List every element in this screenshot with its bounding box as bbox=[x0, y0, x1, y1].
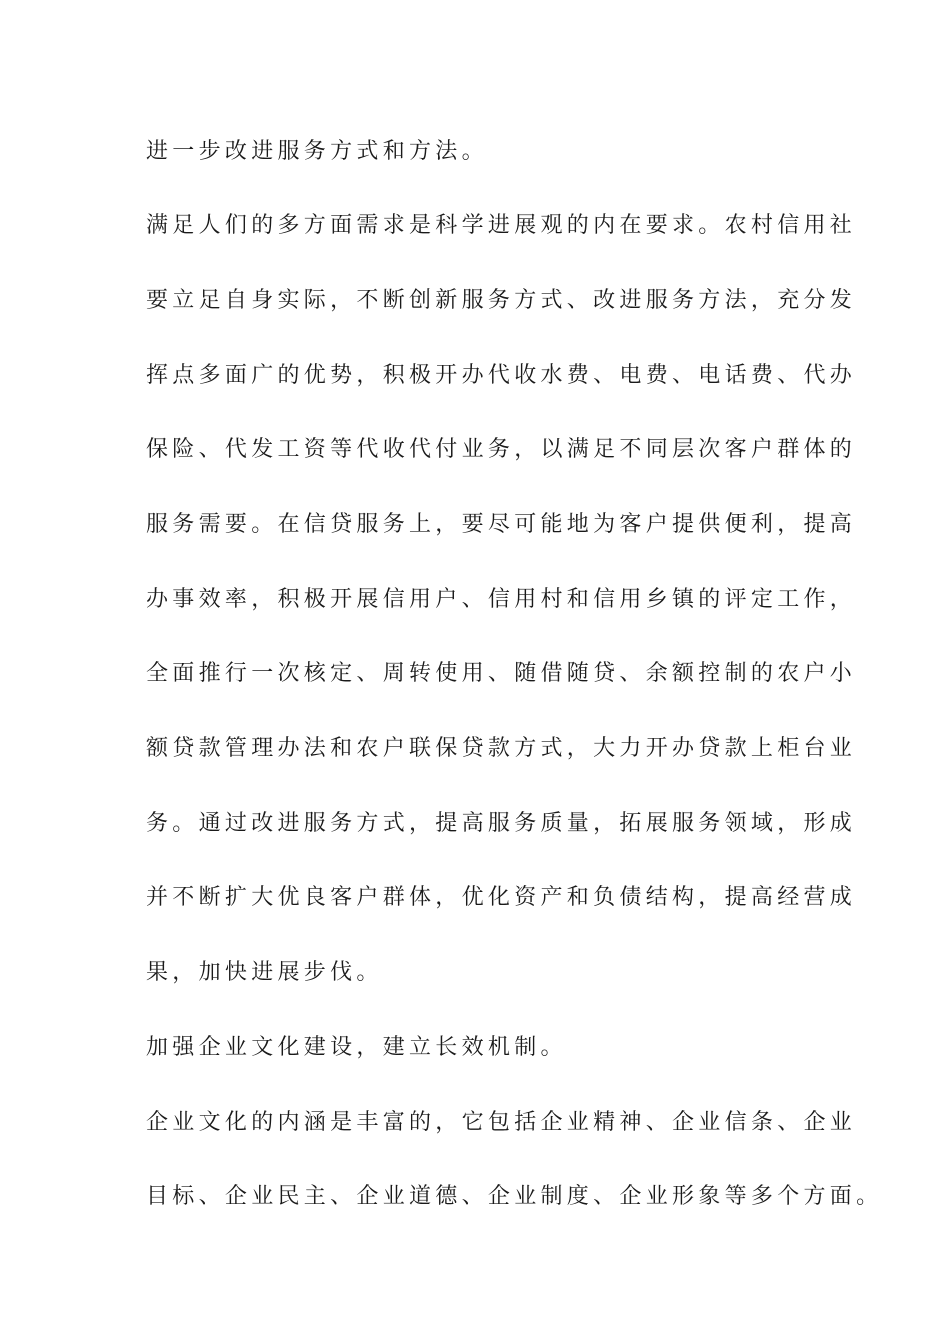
section-heading: 加强企业文化建设，建立长效机制。 bbox=[146, 1035, 567, 1060]
text-line: 额贷款管理办法和农户联保贷款方式，大力开办贷款上柜台业 bbox=[146, 736, 857, 761]
text-line: 满足人们的多方面需求是科学进展观的内在要求。农村信用社 bbox=[146, 213, 857, 238]
text-line: 办事效率，积极开展信用户、信用村和信用乡镇的评定工作， bbox=[146, 587, 857, 612]
text-line: 企业文化的内涵是丰富的，它包括企业精神、企业信条、企业 bbox=[146, 1110, 857, 1135]
text-line: 挥点多面广的优势，积极开办代收水费、电费、电话费、代办 bbox=[146, 363, 857, 388]
text-line: 目标、企业民主、企业道德、企业制度、企业形象等多个方面。 bbox=[146, 1184, 883, 1209]
text-line: 务。通过改进服务方式，提高服务质量，拓展服务领域，形成 bbox=[146, 811, 857, 836]
text-line: 进一步改进服务方式和方法。 bbox=[146, 139, 488, 164]
text-line: 全面推行一次核定、周转使用、随借随贷、余额控制的农户小 bbox=[146, 661, 857, 686]
text-line: 并不断扩大优良客户群体，优化资产和负债结构，提高经营成 bbox=[146, 885, 857, 910]
text-line: 服务需要。在信贷服务上，要尽可能地为客户提供便利，提高 bbox=[146, 512, 857, 537]
text-line: 保险、代发工资等代收代付业务，以满足不同层次客户群体的 bbox=[146, 437, 857, 462]
text-line: 果，加快进展步伐。 bbox=[146, 960, 383, 985]
text-line: 要立足自身实际，不断创新服务方式、改进服务方法，充分发 bbox=[146, 288, 857, 313]
